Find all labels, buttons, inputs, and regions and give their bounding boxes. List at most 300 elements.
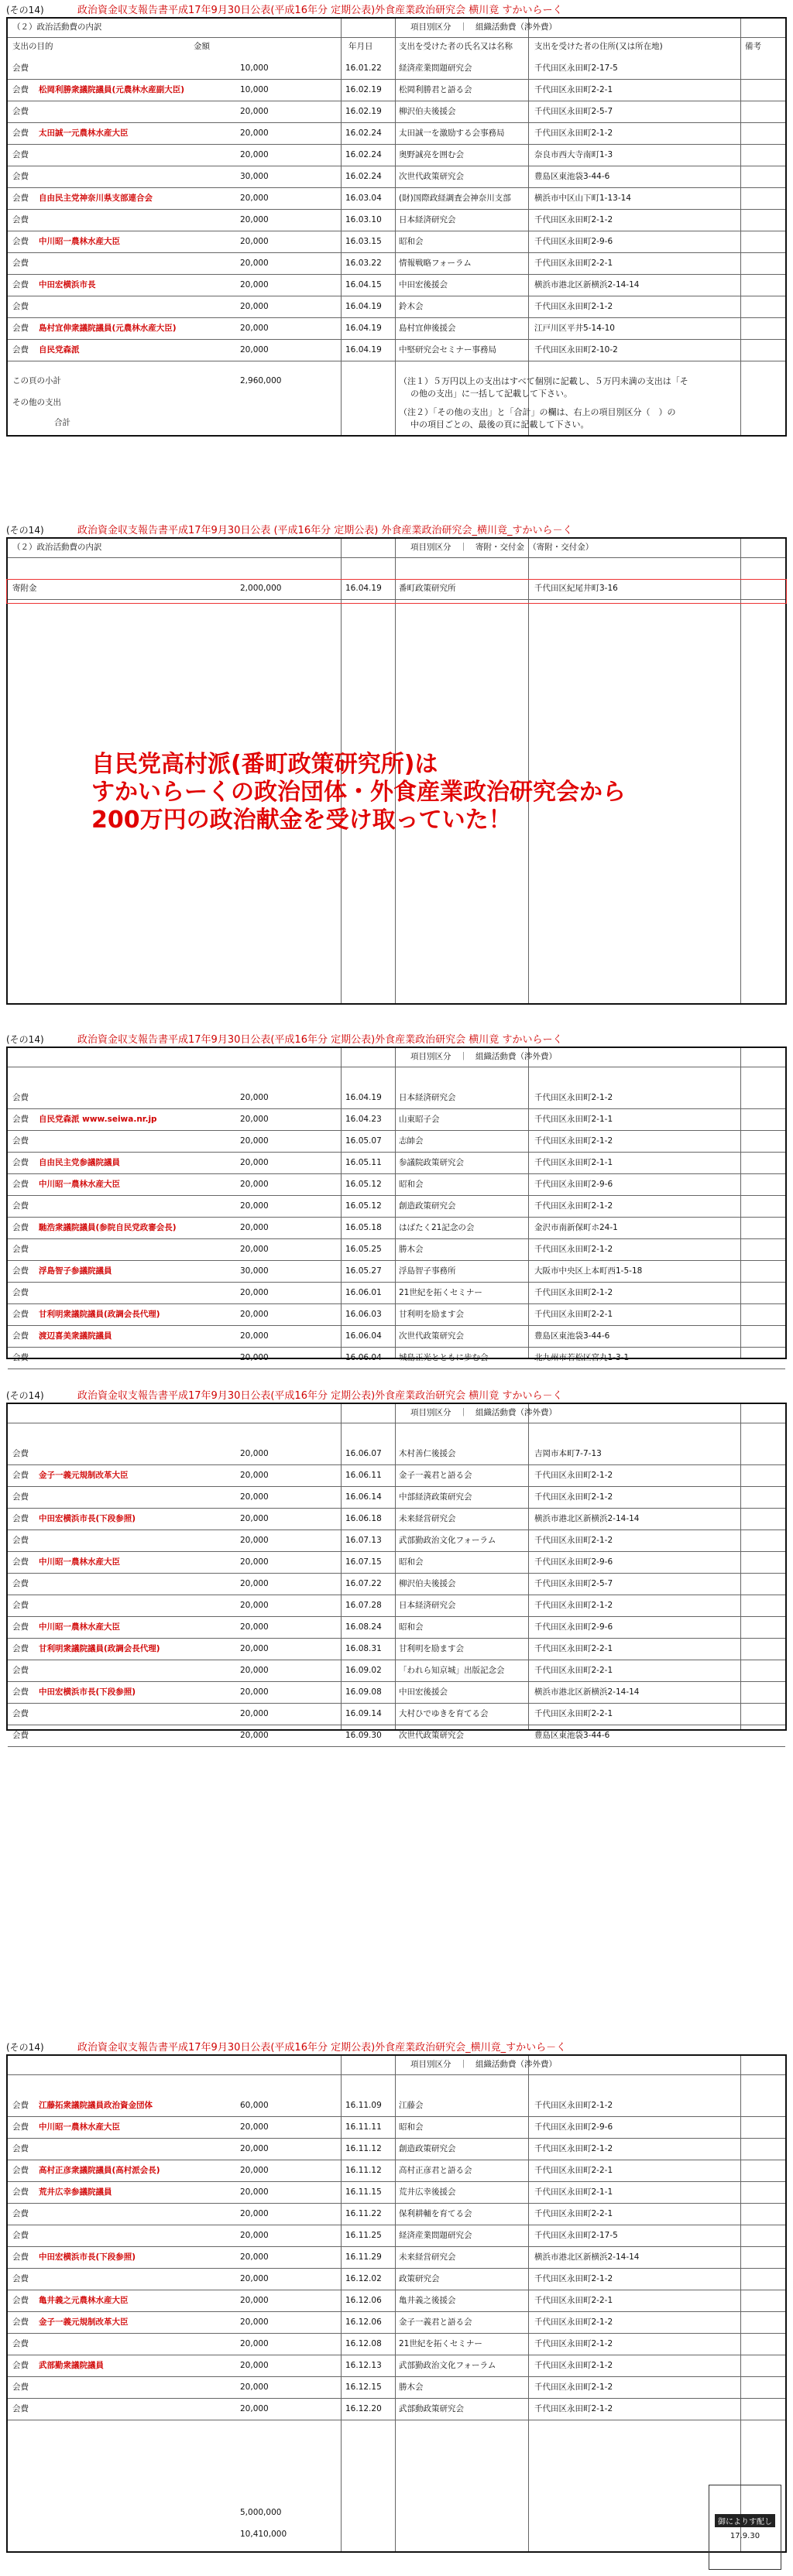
row-purpose: 会費 bbox=[12, 2274, 29, 2283]
row-note: 金子一義元規制改革大臣 bbox=[39, 2317, 129, 2327]
row-date: 16.06.11 bbox=[345, 1471, 382, 1480]
row-purpose: 会費 bbox=[12, 85, 29, 94]
row-address: 千代田区永田町2-1-2 bbox=[534, 2339, 613, 2348]
row-amount: 20,000 bbox=[240, 1331, 269, 1341]
row-address: 千代田区永田町2-2-1 bbox=[534, 1666, 613, 1675]
report-page-1 bbox=[0, 0, 793, 468]
category: 項目別区分 ｜ 組織活動費（渉外費） bbox=[410, 2060, 557, 2069]
row-purpose: 会費 bbox=[12, 1471, 29, 1480]
row-amount: 20,000 bbox=[240, 1731, 269, 1740]
row-amount: 20,000 bbox=[240, 2231, 269, 2240]
report-page-3 bbox=[0, 1029, 793, 1362]
row-date: 16.03.22 bbox=[345, 259, 382, 268]
row-date: 16.11.15 bbox=[345, 2187, 382, 2197]
row-amount: 20,000 bbox=[240, 1709, 269, 1718]
row-amount: 20,000 bbox=[240, 302, 269, 311]
row-payee: 金子一義君と語る会 bbox=[399, 2317, 472, 2327]
row-amount: 20,000 bbox=[240, 1093, 269, 1102]
row-address: 横浜市港北区新横浜2-14-14 bbox=[534, 280, 640, 289]
row-payee: 武部動政策研究会 bbox=[399, 2404, 464, 2413]
report-page-2 bbox=[0, 520, 793, 1016]
row-date: 16.07.13 bbox=[345, 1536, 382, 1545]
row-amount: 10,000 bbox=[240, 85, 269, 94]
subtotal-value: 2,960,000 bbox=[240, 376, 282, 385]
row-address: 千代田区永田町2-1-2 bbox=[534, 302, 613, 311]
row-note: 中田宏横浜市長(下段参照) bbox=[39, 1687, 136, 1697]
row-divider bbox=[8, 1746, 785, 1747]
row-address: 千代田区永田町2-2-1 bbox=[534, 1644, 613, 1653]
row-amount: 20,000 bbox=[240, 2361, 269, 2370]
row-purpose: 会費 bbox=[12, 2209, 29, 2218]
row-payee: 山東昭子会 bbox=[399, 1115, 440, 1124]
row-purpose: 会費 bbox=[12, 1201, 29, 1211]
row-note: 甘利明衆議院議員(政調会長代理) bbox=[39, 1644, 160, 1653]
row-amount: 10,000 bbox=[240, 63, 269, 73]
row-amount: 20,000 bbox=[240, 324, 269, 333]
other-label: その他の支出 bbox=[12, 398, 61, 407]
row-amount: 20,000 bbox=[240, 2404, 269, 2413]
table-frame bbox=[6, 1046, 787, 1362]
subheader: （２）政治活動費の内訳 bbox=[12, 543, 102, 552]
row-address: 千代田区永田町2-1-2 bbox=[534, 128, 613, 138]
col-address: 支出を受けた者の住所(又は所在地) bbox=[534, 42, 663, 51]
row-payee: 武部勤政治文化フォーラム bbox=[399, 2361, 496, 2370]
row-date: 16.05.12 bbox=[345, 1201, 382, 1211]
row-note: 中田宏横浜市長(下段参照) bbox=[39, 2252, 136, 2262]
row-note: 自由民主党神奈川県支部連合会 bbox=[39, 194, 153, 203]
row-payee: 昭和会 bbox=[399, 237, 424, 246]
row-address: 千代田区永田町2-1-2 bbox=[534, 1201, 613, 1211]
row-amount: 20,000 bbox=[240, 1514, 269, 1523]
row-address: 千代田区永田町2-1-2 bbox=[534, 1492, 613, 1502]
row-address: 千代田区永田町2-1-2 bbox=[534, 1093, 613, 1102]
annotation-overlay bbox=[91, 751, 626, 834]
row-address: 千代田区永田町2-9-6 bbox=[534, 1180, 613, 1189]
row-amount: 20,000 bbox=[240, 1353, 269, 1362]
row-amount: 20,000 bbox=[240, 128, 269, 138]
col-amount: 金額 bbox=[194, 42, 210, 51]
row-purpose: 会費 bbox=[12, 2122, 29, 2132]
row-address: 横浜市港北区新横浜2-14-14 bbox=[534, 1687, 640, 1697]
row-date: 16.02.24 bbox=[345, 150, 382, 159]
row-date: 16.02.24 bbox=[345, 128, 382, 138]
row-divider bbox=[8, 1368, 785, 1369]
col-payee: 支出を受けた者の氏名又は名称 bbox=[399, 42, 513, 51]
row-payee: 未来経営研究会 bbox=[399, 1514, 456, 1523]
stamp-date: 17.9.30 bbox=[729, 2532, 760, 2540]
row-payee: 柳沢伯夫後援会 bbox=[399, 1579, 456, 1588]
row-amount: 20,000 bbox=[240, 1201, 269, 1211]
row-note: 高村正彦衆議院議員(高村派会長) bbox=[39, 2166, 160, 2175]
row-note: 荒井広幸参議院議員 bbox=[39, 2187, 112, 2197]
row-date: 16.08.24 bbox=[345, 1622, 382, 1632]
row-address: 千代田区永田町2-9-6 bbox=[534, 2122, 613, 2132]
row-payee: 志帥会 bbox=[399, 1136, 424, 1146]
row-amount: 20,000 bbox=[240, 345, 269, 355]
page-tag: (その14) bbox=[6, 1390, 44, 1401]
row-payee: 経済産業問題研究会 bbox=[399, 2231, 472, 2240]
row-address: 奈良市西大寺南町1-3 bbox=[534, 150, 613, 159]
row-purpose: 会費 bbox=[12, 63, 29, 73]
row-amount: 20,000 bbox=[240, 2209, 269, 2218]
row-purpose: 会費 bbox=[12, 1136, 29, 1146]
row-date: 16.09.30 bbox=[345, 1731, 382, 1740]
row-address: 千代田区永田町2-1-2 bbox=[534, 2101, 613, 2110]
row-payee: 日本経済研究会 bbox=[399, 1601, 456, 1610]
row-address: 千代田区永田町2-5-7 bbox=[534, 107, 613, 116]
row-date: 16.04.23 bbox=[345, 1115, 382, 1124]
page-tag: (その14) bbox=[6, 2042, 44, 2053]
category: 項目別区分 ｜ 組織活動費（渉外費） bbox=[410, 22, 557, 32]
row-amount: 20,000 bbox=[240, 2166, 269, 2175]
category: 項目別区分 ｜ 寄附・交付金 （寄附・交付金） bbox=[410, 543, 594, 552]
row-note: 武部勤衆議院議員 bbox=[39, 2361, 104, 2370]
row-address: 北九州市若松区宮丸1-3-1 bbox=[534, 1353, 630, 1362]
row-address: 横浜市港北区新横浜2-14-14 bbox=[534, 2252, 640, 2262]
row-payee: 甘利明を励ます会 bbox=[399, 1644, 464, 1653]
row-payee: 参議院政策研究会 bbox=[399, 1158, 464, 1167]
page-title: 政治資金収支報告書平成17年9月30日公表(平成16年分 定期公表)外食産業政治研究会 横川竟 すかいら－く bbox=[77, 1390, 563, 1402]
row-note: 中川昭一農林水産大臣 bbox=[39, 1180, 120, 1189]
row-purpose: 会費 bbox=[12, 1536, 29, 1545]
row-amount: 20,000 bbox=[240, 1557, 269, 1567]
row-purpose: 会費 bbox=[12, 1245, 29, 1254]
row-purpose: 会費 bbox=[12, 1266, 29, 1276]
row-note: 馳浩衆議院議員(参院自民党政審会長) bbox=[39, 1223, 177, 1232]
row-purpose: 会費 bbox=[12, 2339, 29, 2348]
row-date: 16.11.11 bbox=[345, 2122, 382, 2132]
row-date: 16.03.04 bbox=[345, 194, 382, 203]
row-amount: 20,000 bbox=[240, 1644, 269, 1653]
row-payee: 昭和会 bbox=[399, 1622, 424, 1632]
row-purpose: 会費 bbox=[12, 2144, 29, 2153]
row-payee: 創造政策研究会 bbox=[399, 2144, 456, 2153]
row-purpose: 会費 bbox=[12, 215, 29, 224]
row-payee: 太田誠一を激励する会事務局 bbox=[399, 128, 505, 138]
row-payee: 中部経済政策研究会 bbox=[399, 1492, 472, 1502]
row-payee: 次世代政策研究会 bbox=[399, 172, 464, 181]
row-payee: 金子一義君と語る会 bbox=[399, 1471, 472, 1480]
row-payee: 経済産業問題研究会 bbox=[399, 63, 472, 73]
row-purpose: 会費 bbox=[12, 2101, 29, 2110]
row-purpose: 会費 bbox=[12, 302, 29, 311]
subtotal-label: この頁の小計 bbox=[12, 376, 61, 385]
row-payee: 政策研究会 bbox=[399, 2274, 440, 2283]
row-date: 16.12.02 bbox=[345, 2274, 382, 2283]
row-date: 16.02.19 bbox=[345, 107, 382, 116]
row-amount: 30,000 bbox=[240, 1266, 269, 1276]
row-amount: 20,000 bbox=[240, 2339, 269, 2348]
row-date: 16.04.19 bbox=[345, 302, 382, 311]
row-amount: 20,000 bbox=[240, 1180, 269, 1189]
row-address: 江戸川区平井5-14-10 bbox=[534, 324, 615, 333]
row-address: 千代田区永田町2-1-2 bbox=[534, 1288, 613, 1297]
row-amount: 20,000 bbox=[240, 1687, 269, 1697]
row-purpose: 会費 bbox=[12, 345, 29, 355]
row-address: 千代田区永田町2-1-2 bbox=[534, 1136, 613, 1146]
row-payee: はばたく21記念の会 bbox=[399, 1223, 475, 1232]
row-amount: 20,000 bbox=[240, 107, 269, 116]
row-purpose: 会費 bbox=[12, 2404, 29, 2413]
row-note: 甘利明衆議院議員(政調会長代理) bbox=[39, 1310, 160, 1319]
table-frame bbox=[6, 1403, 787, 1740]
row-address: 千代田区永田町2-1-2 bbox=[534, 2382, 613, 2392]
row-amount: 20,000 bbox=[240, 1115, 269, 1124]
row-address: 千代田区永田町2-9-6 bbox=[534, 237, 613, 246]
row-date: 16.08.31 bbox=[345, 1644, 382, 1653]
row-amount: 20,000 bbox=[240, 1622, 269, 1632]
row-payee: 島村宜伸後援会 bbox=[399, 324, 456, 333]
row-date: 16.06.04 bbox=[345, 1331, 382, 1341]
row-note: 中田宏横浜市長(下段参照) bbox=[39, 1514, 136, 1523]
row-address: 千代田区永田町2-1-2 bbox=[534, 1245, 613, 1254]
row-amount: 60,000 bbox=[240, 2101, 269, 2110]
row-purpose: 会費 bbox=[12, 1310, 29, 1319]
row-purpose: 会費 bbox=[12, 237, 29, 246]
row-purpose: 会費 bbox=[12, 1579, 29, 1588]
row-amount: 20,000 bbox=[240, 1158, 269, 1167]
row-note: 中川昭一農林水産大臣 bbox=[39, 237, 120, 246]
row-amount: 20,000 bbox=[240, 259, 269, 268]
row-payee: 番町政策研究所 bbox=[399, 584, 456, 593]
row-purpose: 寄附金 bbox=[12, 584, 37, 593]
row-amount: 20,000 bbox=[240, 1601, 269, 1610]
row-date: 16.11.22 bbox=[345, 2209, 382, 2218]
row-payee: 中田宏後援会 bbox=[399, 280, 448, 289]
row-note: 松岡利勝衆議院議員(元農林水産副大臣) bbox=[39, 85, 185, 94]
row-payee: 情報戦略フォーラム bbox=[399, 259, 472, 268]
table-frame bbox=[6, 2054, 787, 2553]
row-date: 16.09.08 bbox=[345, 1687, 382, 1697]
row-purpose: 会費 bbox=[12, 324, 29, 333]
row-purpose: 会費 bbox=[12, 1622, 29, 1632]
row-date: 16.11.12 bbox=[345, 2166, 382, 2175]
row-purpose: 会費 bbox=[12, 2317, 29, 2327]
row-payee: 亀井義之後援会 bbox=[399, 2296, 456, 2305]
row-payee: 浮島智子事務所 bbox=[399, 1266, 456, 1276]
row-amount: 20,000 bbox=[240, 2252, 269, 2262]
row-amount: 20,000 bbox=[240, 1666, 269, 1675]
row-purpose: 会費 bbox=[12, 1353, 29, 1362]
highlight-box bbox=[6, 579, 787, 604]
row-payee: 松岡利勝君と語る会 bbox=[399, 85, 472, 94]
row-payee: 21世紀を拓くセミナー bbox=[399, 1288, 482, 1297]
row-address: 千代田区永田町2-1-1 bbox=[534, 1115, 613, 1124]
report-page-4 bbox=[0, 1386, 793, 1740]
row-address: 千代田区永田町2-1-2 bbox=[534, 2144, 613, 2153]
row-purpose: 会費 bbox=[12, 2296, 29, 2305]
note-1: （注１）５万円以上の支出はすべて個別に記載し、５万円未満の支出は「そ bbox=[399, 376, 688, 386]
row-payee: 奥野誠亮を囲む会 bbox=[399, 150, 464, 159]
row-amount: 20,000 bbox=[240, 1245, 269, 1254]
row-amount: 20,000 bbox=[240, 1471, 269, 1480]
row-date: 16.06.03 bbox=[345, 1310, 382, 1319]
row-address: 千代田区永田町2-1-2 bbox=[534, 2274, 613, 2283]
page-title: 政治資金収支報告書平成17年9月30日公表(平成16年分 定期公表)外食産業政治研究会 横川竟 すかいらーく bbox=[77, 5, 563, 16]
row-date: 16.04.19 bbox=[345, 584, 382, 593]
row-address: 豊島区東池袋3-44-6 bbox=[534, 1731, 610, 1740]
row-amount: 20,000 bbox=[240, 215, 269, 224]
row-purpose: 会費 bbox=[12, 1514, 29, 1523]
row-address: 千代田区永田町2-2-1 bbox=[534, 259, 613, 268]
total-label: 合計 bbox=[54, 418, 70, 427]
stamp-top: 御によりす配し bbox=[715, 2514, 775, 2527]
row-address: 千代田区永田町2-1-2 bbox=[534, 2404, 613, 2413]
row-payee: 日本経済研究会 bbox=[399, 215, 456, 224]
row-payee: 次世代政策研究会 bbox=[399, 1331, 464, 1341]
row-date: 16.03.10 bbox=[345, 215, 382, 224]
row-address: 千代田区永田町2-1-2 bbox=[534, 1536, 613, 1545]
row-payee: 荒井広幸後援会 bbox=[399, 2187, 456, 2197]
col-remarks: 備考 bbox=[745, 42, 761, 51]
row-date: 16.12.06 bbox=[345, 2296, 382, 2305]
row-amount: 20,000 bbox=[240, 1579, 269, 1588]
row-purpose: 会費 bbox=[12, 1223, 29, 1232]
row-date: 16.05.12 bbox=[345, 1180, 382, 1189]
page-title: 政治資金収支報告書平成17年9月30日公表(平成16年分 定期公表)外食産業政治研究会 横川竟 すかいらーく bbox=[77, 1034, 563, 1046]
row-payee: 高村正彦君と語る会 bbox=[399, 2166, 472, 2175]
row-date: 16.11.25 bbox=[345, 2231, 382, 2240]
row-purpose: 会費 bbox=[12, 1601, 29, 1610]
row-purpose: 会費 bbox=[12, 1288, 29, 1297]
row-purpose: 会費 bbox=[12, 1331, 29, 1341]
row-note: 渡辺喜美衆議院議員 bbox=[39, 1331, 112, 1341]
row-address: 千代田区永田町2-5-7 bbox=[534, 1579, 613, 1588]
row-purpose: 会費 bbox=[12, 2252, 29, 2262]
row-address: 大阪市中央区上本町西1-5-18 bbox=[534, 1266, 643, 1276]
row-date: 16.07.22 bbox=[345, 1579, 382, 1588]
row-payee: 創造政策研究会 bbox=[399, 1201, 456, 1211]
row-amount: 20,000 bbox=[240, 194, 269, 203]
row-note: 亀井義之元農林水産大臣 bbox=[39, 2296, 129, 2305]
row-amount: 20,000 bbox=[240, 237, 269, 246]
row-purpose: 会費 bbox=[12, 1158, 29, 1167]
row-date: 16.01.22 bbox=[345, 63, 382, 73]
row-purpose: 会費 bbox=[12, 1492, 29, 1502]
row-amount: 20,000 bbox=[240, 1288, 269, 1297]
row-payee: 甘利明を励ます会 bbox=[399, 1310, 464, 1319]
row-date: 16.11.12 bbox=[345, 2144, 382, 2153]
row-date: 16.12.15 bbox=[345, 2382, 382, 2392]
row-payee: 中堅研究会セミナー事務局 bbox=[399, 345, 496, 355]
row-address: 千代田区永田町2-1-2 bbox=[534, 1601, 613, 1610]
row-payee: 大村ひでゆきを育てる会 bbox=[399, 1709, 489, 1718]
row-date: 16.11.29 bbox=[345, 2252, 382, 2262]
report-page-5 bbox=[0, 2037, 793, 2564]
row-date: 16.05.07 bbox=[345, 1136, 382, 1146]
row-amount: 20,000 bbox=[240, 2382, 269, 2392]
row-purpose: 会費 bbox=[12, 150, 29, 159]
row-payee: 勝木会 bbox=[399, 2382, 424, 2392]
row-address: 千代田区永田町2-9-6 bbox=[534, 1557, 613, 1567]
row-note: 自民党森派 bbox=[39, 345, 80, 355]
row-date: 16.09.02 bbox=[345, 1666, 382, 1675]
row-note: 自民党森派 www.seiwa.nr.jp bbox=[39, 1115, 157, 1124]
stamp bbox=[709, 2485, 781, 2570]
page-tag: (その14) bbox=[6, 525, 44, 536]
row-note: 中川昭一農林水産大臣 bbox=[39, 2122, 120, 2132]
row-date: 16.07.28 bbox=[345, 1601, 382, 1610]
row-address: 千代田区永田町2-10-2 bbox=[534, 345, 618, 355]
row-payee: 鈴木会 bbox=[399, 302, 424, 311]
table-frame bbox=[6, 17, 787, 437]
row-address: 千代田区永田町2-2-1 bbox=[534, 85, 613, 94]
row-address: 千代田区永田町2-2-1 bbox=[534, 2209, 613, 2218]
row-date: 16.05.18 bbox=[345, 1223, 382, 1232]
row-amount: 20,000 bbox=[240, 2317, 269, 2327]
row-address: 豊島区東池袋3-44-6 bbox=[534, 1331, 610, 1341]
row-address: 千代田区永田町2-1-2 bbox=[534, 215, 613, 224]
row-note: 島村宜伸衆議院議員(元農林水産大臣) bbox=[39, 324, 177, 333]
row-payee: 江藤会 bbox=[399, 2101, 424, 2110]
row-amount: 20,000 bbox=[240, 280, 269, 289]
row-address: 横浜市港北区新横浜2-14-14 bbox=[534, 1514, 640, 1523]
row-note: 太田誠一元農林水産大臣 bbox=[39, 128, 129, 138]
page-tag: (その14) bbox=[6, 1034, 44, 1045]
page-title: 政治資金収支報告書平成17年9月30日公表(平成16年分 定期公表)外食産業政治研究会_横川竟_すかいら－く bbox=[77, 2042, 567, 2054]
row-purpose: 会費 bbox=[12, 1449, 29, 1458]
row-purpose: 会費 bbox=[12, 2166, 29, 2175]
row-date: 16.06.07 bbox=[345, 1449, 382, 1458]
row-payee: 中田宏後援会 bbox=[399, 1687, 448, 1697]
row-amount: 20,000 bbox=[240, 1223, 269, 1232]
category: 項目別区分 ｜ 組織活動費（渉外費） bbox=[410, 1052, 557, 1061]
row-address: 吉岡市本町7-7-13 bbox=[534, 1449, 602, 1458]
row-date: 16.04.19 bbox=[345, 345, 382, 355]
row-address: 千代田区永田町2-17-5 bbox=[534, 2231, 618, 2240]
row-date: 16.02.24 bbox=[345, 172, 382, 181]
row-purpose: 会費 bbox=[12, 1093, 29, 1102]
row-purpose: 会費 bbox=[12, 280, 29, 289]
note-2b: 中の項目ごとの、最後の頁に記載して下さい。 bbox=[410, 420, 589, 430]
row-purpose: 会費 bbox=[12, 1180, 29, 1189]
row-date: 16.04.15 bbox=[345, 280, 382, 289]
note-1b: の他の支出」に一括して記載して下さい。 bbox=[410, 389, 572, 399]
row-date: 16.12.06 bbox=[345, 2317, 382, 2327]
row-payee: 城島正光とともに歩む会 bbox=[399, 1353, 489, 1362]
row-date: 16.12.20 bbox=[345, 2404, 382, 2413]
row-amount: 20,000 bbox=[240, 1310, 269, 1319]
row-purpose: 会費 bbox=[12, 172, 29, 181]
row-amount: 20,000 bbox=[240, 2274, 269, 2283]
row-date: 16.02.19 bbox=[345, 85, 382, 94]
row-purpose: 会費 bbox=[12, 2361, 29, 2370]
row-payee: 勝木会 bbox=[399, 1245, 424, 1254]
row-payee: 未来経営研究会 bbox=[399, 2252, 456, 2262]
row-amount: 20,000 bbox=[240, 150, 269, 159]
row-purpose: 会費 bbox=[12, 1666, 29, 1675]
row-address: 千代田区永田町2-1-2 bbox=[534, 2317, 613, 2327]
row-date: 16.05.25 bbox=[345, 1245, 382, 1254]
row-payee: 昭和会 bbox=[399, 1557, 424, 1567]
row-date: 16.04.19 bbox=[345, 324, 382, 333]
row-payee: 柳沢伯夫後援会 bbox=[399, 107, 456, 116]
row-address: 千代田区永田町2-1-2 bbox=[534, 2361, 613, 2370]
row-address: 千代田区永田町2-2-1 bbox=[534, 2166, 613, 2175]
row-amount: 30,000 bbox=[240, 172, 269, 181]
row-date: 16.11.09 bbox=[345, 2101, 382, 2110]
row-date: 16.06.04 bbox=[345, 1353, 382, 1362]
row-address: 千代田区永田町2-2-1 bbox=[534, 2296, 613, 2305]
row-address: 千代田区永田町2-17-5 bbox=[534, 63, 618, 73]
row-purpose: 会費 bbox=[12, 128, 29, 138]
col-date: 年月日 bbox=[348, 42, 373, 51]
row-amount: 20,000 bbox=[240, 1536, 269, 1545]
subtotal-value: 5,000,000 bbox=[240, 2508, 282, 2517]
row-purpose: 会費 bbox=[12, 1687, 29, 1697]
row-address: 千代田区永田町2-2-1 bbox=[534, 1310, 613, 1319]
row-amount: 20,000 bbox=[240, 1136, 269, 1146]
